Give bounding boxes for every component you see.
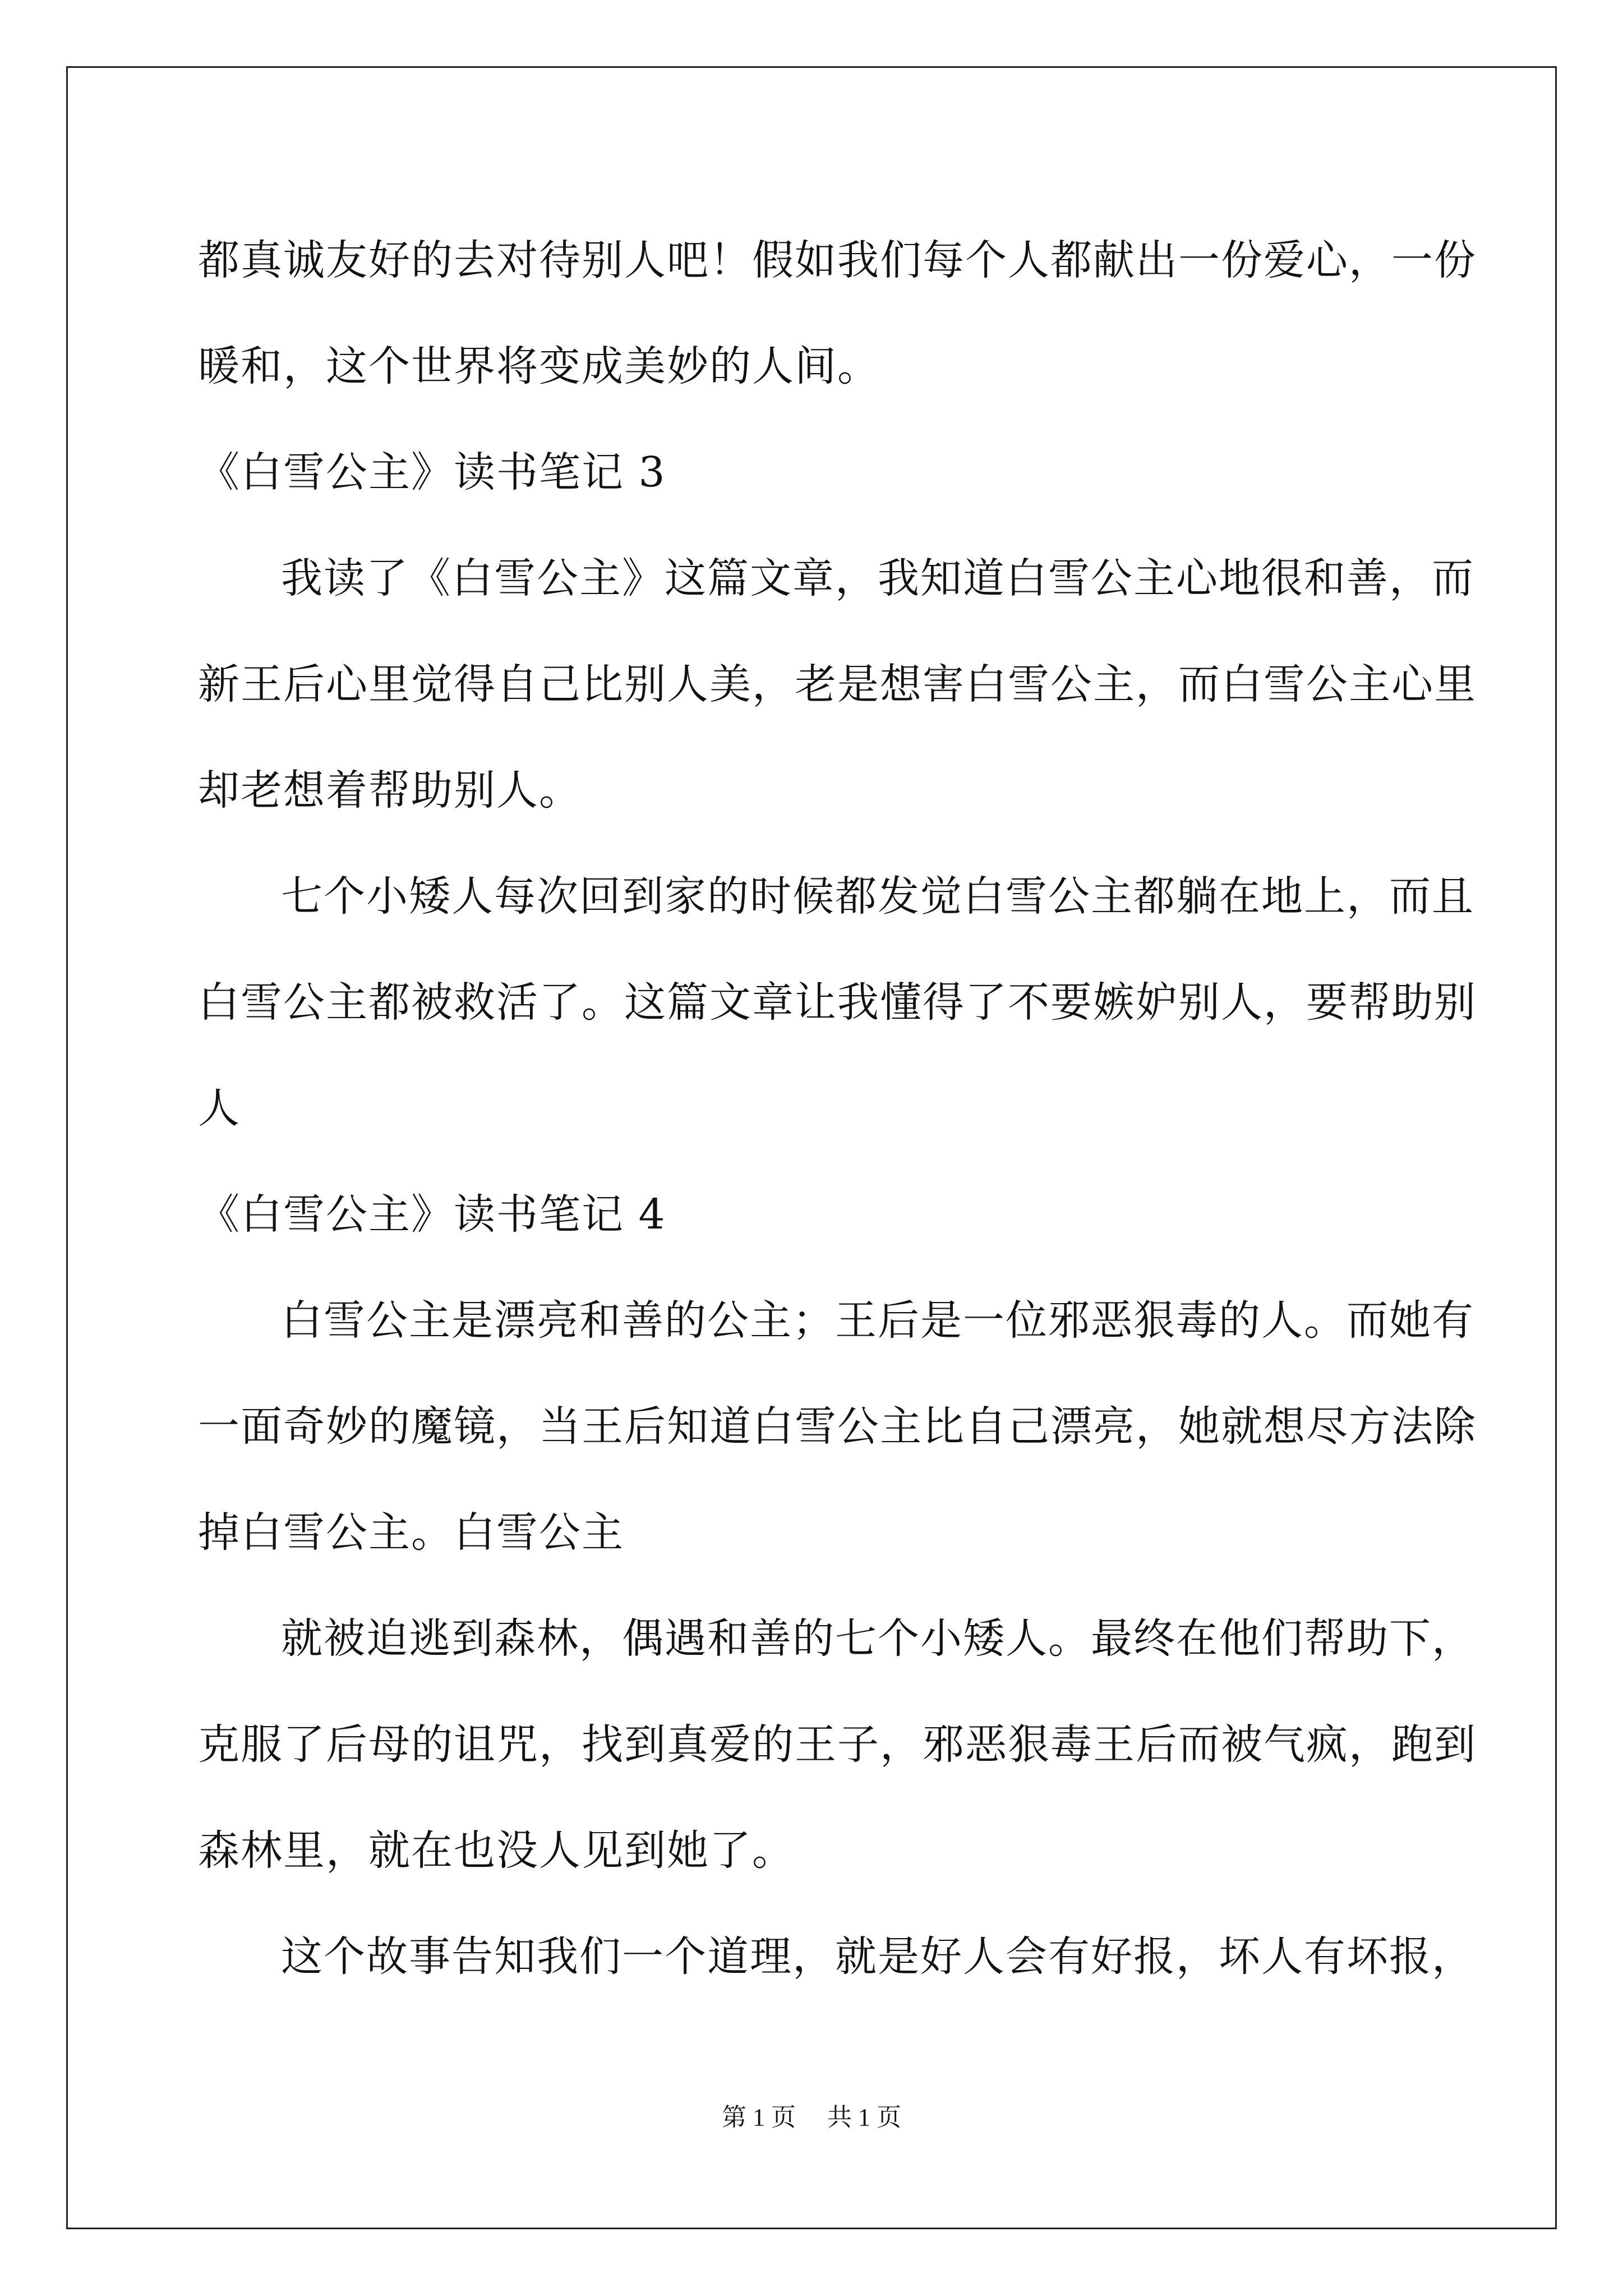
- paragraph-line: 森林里，就在也没人见到她了。: [198, 1826, 795, 1875]
- paragraph-line: 却老想着帮助别人。: [198, 766, 582, 815]
- paragraph-line: 暖和，这个世界将变成美妙的人间。: [198, 342, 880, 390]
- page-number-current: 第 1 页: [722, 2104, 796, 2131]
- page-footer: [0, 2101, 1623, 2134]
- paragraph-line: 白雪公主都被救活了。这篇文章让我懂得了不要嫉妒别人，要帮助别: [198, 978, 1477, 1027]
- paragraph-line: 一面奇妙的魔镜，当王后知道白雪公主比自己漂亮，她就想尽方法除: [198, 1402, 1477, 1451]
- paragraph-line: 人: [198, 1084, 241, 1133]
- paragraph-line: 我读了《白雪公主》这篇文章，我知道白雪公主心地很和善，而: [281, 554, 1474, 602]
- section-heading: 《白雪公主》读书笔记 3: [198, 448, 666, 496]
- paragraph-line: 掉白雪公主。白雪公主: [198, 1508, 624, 1557]
- paragraph-line: 新王后心里觉得自己比别人美，老是想害白雪公主，而白雪公主心里: [198, 660, 1477, 708]
- page-number-total: 共 1 页: [827, 2104, 901, 2131]
- paragraph-line: 都真诚友好的去对待别人吧！假如我们每个人都献出一份爱心，一份: [198, 236, 1477, 284]
- paragraph-line: 七个小矮人每次回到家的时候都发觉白雪公主都躺在地上，而且: [281, 872, 1474, 921]
- paragraph-line: 这个故事告知我们一个道理，就是好人会有好报，坏人有坏报，: [281, 1932, 1474, 1981]
- paragraph-line: 白雪公主是漂亮和善的公主；王后是一位邪恶狠毒的人。而她有: [281, 1296, 1474, 1345]
- paragraph-line: 就被迫逃到森林，偶遇和善的七个小矮人。最终在他们帮助下，: [281, 1614, 1474, 1663]
- section-heading: 《白雪公主》读书笔记 4: [198, 1190, 666, 1239]
- document-body: [198, 208, 1477, 2010]
- paragraph-line: 克服了后母的诅咒，找到真爱的王子，邪恶狠毒王后而被气疯，跑到: [198, 1720, 1477, 1769]
